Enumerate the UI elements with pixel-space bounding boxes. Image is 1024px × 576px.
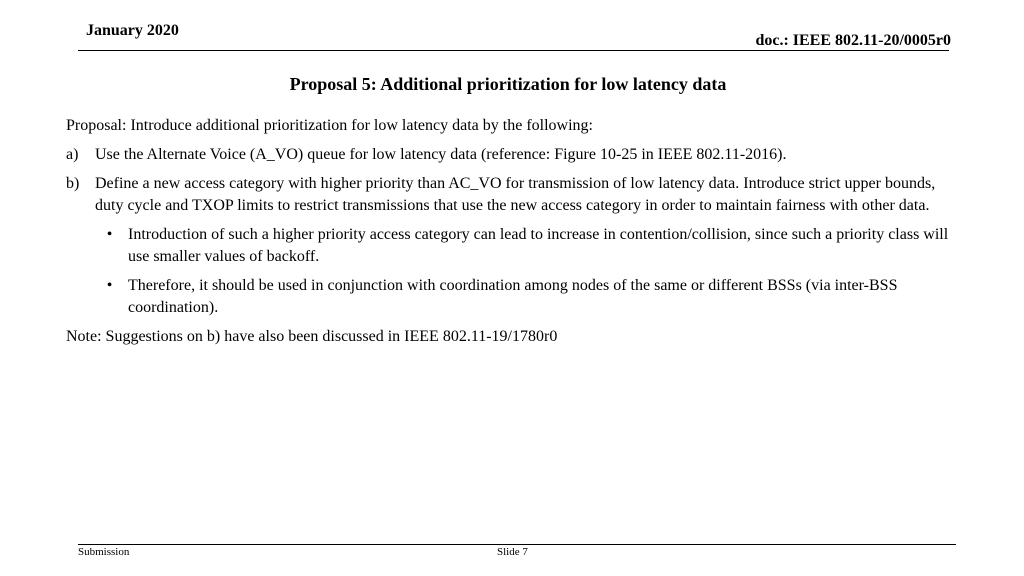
header-divider — [78, 50, 949, 51]
sub-bullet-list — [95, 224, 966, 319]
slide-title: Proposal 5: Additional prioritization for low latency data — [289, 74, 727, 94]
proposal-intro: Proposal: Introduce additional prioritization for low latency data by the following: — [66, 117, 593, 134]
bullet-icon: • — [106, 226, 113, 243]
sub-bullet-item — [95, 224, 966, 268]
item-marker: a) — [66, 146, 79, 163]
footer-submission: Submission — [78, 546, 130, 558]
footer-divider — [78, 544, 956, 545]
item-marker: b) — [66, 175, 80, 192]
list-item-a — [66, 144, 966, 166]
header-date: January 2020 — [86, 22, 179, 39]
item-text: Define a new access category with higher priority than AC_VO for transmission of low latency data. Introduce strict upper bounds, duty cycle and TXOP limits to restrict transmissions that use the new access category in order to maintain fairness with other data. — [95, 175, 936, 214]
slide-note: Note: Suggestions on b) have also been discussed in IEEE 802.11-19/1780r0 — [66, 328, 558, 345]
footer-slide-number: Slide 7 — [497, 546, 528, 558]
slide-content — [66, 115, 966, 348]
sub-bullet-item — [95, 275, 966, 319]
list-item-b — [66, 173, 966, 217]
sub-bullet-text: Therefore, it should be used in conjunction with coordination among nodes of the same or different BSSs (via inter-BSS coordination). — [128, 277, 898, 316]
sub-bullet-text: Introduction of such a higher priority access category can lead to increase in contention/collision, since such a priority class will use smaller values of backoff. — [128, 226, 949, 265]
item-text: Use the Alternate Voice (A_VO) queue for low latency data (reference: Figure 10-25 in IEEE 802.11-2016). — [95, 146, 787, 163]
header-doc-id: doc.: IEEE 802.11-20/0005r0 — [755, 32, 951, 49]
bullet-icon: • — [106, 277, 113, 294]
